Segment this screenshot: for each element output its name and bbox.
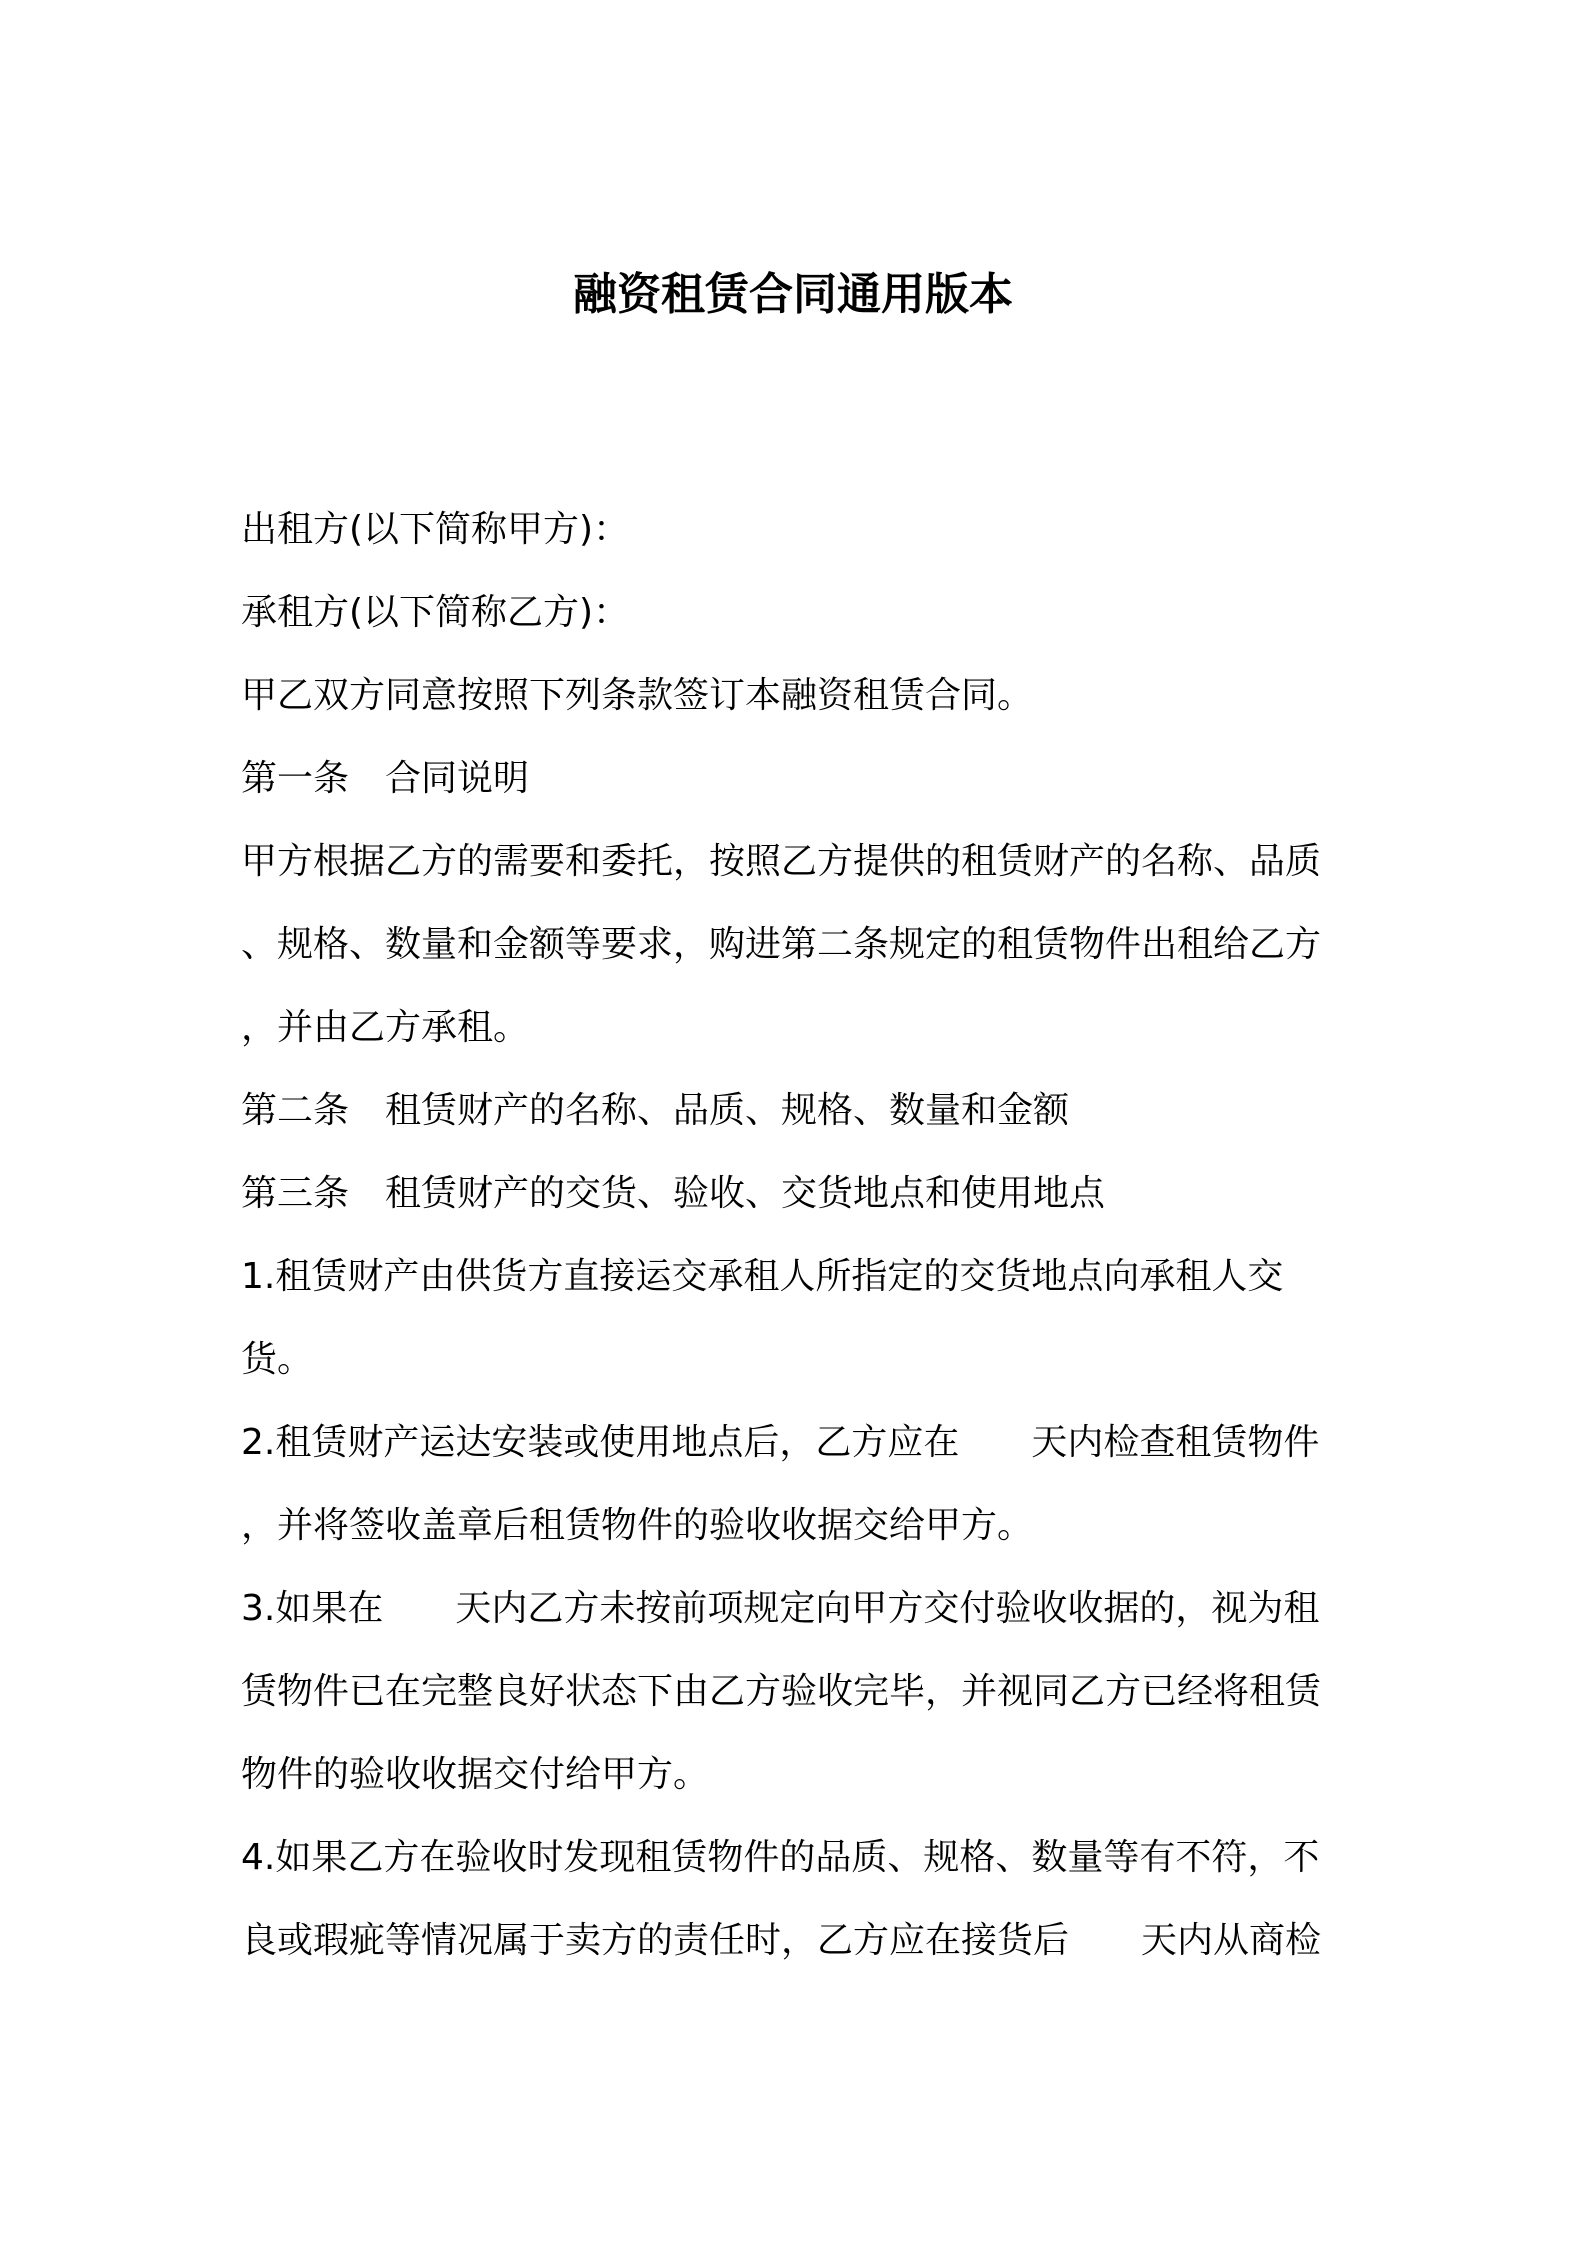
paragraph-line: 甲方根据乙方的需要和委托，按照乙方提供的租赁财产的名称、品质 xyxy=(241,841,1322,882)
paragraph-line: ，并将签收盖章后租赁物件的验收收据交给甲方。 xyxy=(241,1505,1034,1546)
paragraph-line: 承租方(以下简称乙方)： xyxy=(241,592,630,633)
text-segment: 良或瑕疵等情况属于卖方的责任时，乙方应在接货后 xyxy=(241,1920,1070,1961)
text-segment: 天内检查租赁物件 xyxy=(1031,1422,1320,1463)
paragraph-line xyxy=(241,1899,1353,1982)
document-title: 融资租赁合同通用版本 xyxy=(573,269,1013,320)
paragraph-line: 物件的验收收据交付给甲方。 xyxy=(241,1754,710,1795)
article-title: 租赁财产的名称、品质、规格、数量和金额 xyxy=(385,1090,1070,1131)
document-body xyxy=(241,488,1353,1982)
paragraph-line: 货。 xyxy=(241,1339,314,1380)
article-heading xyxy=(241,1152,1353,1235)
paragraph-line: 、规格、数量和金额等要求，购进第二条规定的租赁物件出租给乙方 xyxy=(241,924,1322,965)
article-number: 第一条 xyxy=(241,758,350,799)
paragraph-line: 赁物件已在完整良好状态下由乙方验收完毕，并视同乙方已经将租赁 xyxy=(241,1671,1322,1712)
paragraph-line xyxy=(241,1567,1353,1650)
paragraph-line: 出租方(以下简称甲方)： xyxy=(241,509,630,550)
article-number: 第二条 xyxy=(241,1090,350,1131)
article-title: 租赁财产的交货、验收、交货地点和使用地点 xyxy=(385,1173,1106,1214)
text-segment: 2.租赁财产运达安装或使用地点后，乙方应在 xyxy=(241,1422,960,1463)
paragraph-line: 1.租赁财产由供货方直接运交承租人所指定的交货地点向承租人交 xyxy=(241,1256,1284,1297)
article-title: 合同说明 xyxy=(385,758,530,799)
paragraph-line: ，并由乙方承租。 xyxy=(241,1007,530,1048)
text-segment: 天内从商检 xyxy=(1141,1920,1322,1961)
paragraph-line: 4.如果乙方在验收时发现租赁物件的品质、规格、数量等有不符，不 xyxy=(241,1837,1320,1878)
paragraph-line: 甲乙双方同意按照下列条款签订本融资租赁合同。 xyxy=(241,675,1034,716)
article-heading xyxy=(241,1069,1353,1152)
text-segment: 天内乙方未按前项规定向甲方交付验收收据的，视为租 xyxy=(455,1588,1320,1629)
paragraph-line xyxy=(241,1401,1353,1484)
article-number: 第三条 xyxy=(241,1173,350,1214)
article-heading xyxy=(241,737,1353,820)
text-segment: 3.如果在 xyxy=(241,1588,384,1629)
